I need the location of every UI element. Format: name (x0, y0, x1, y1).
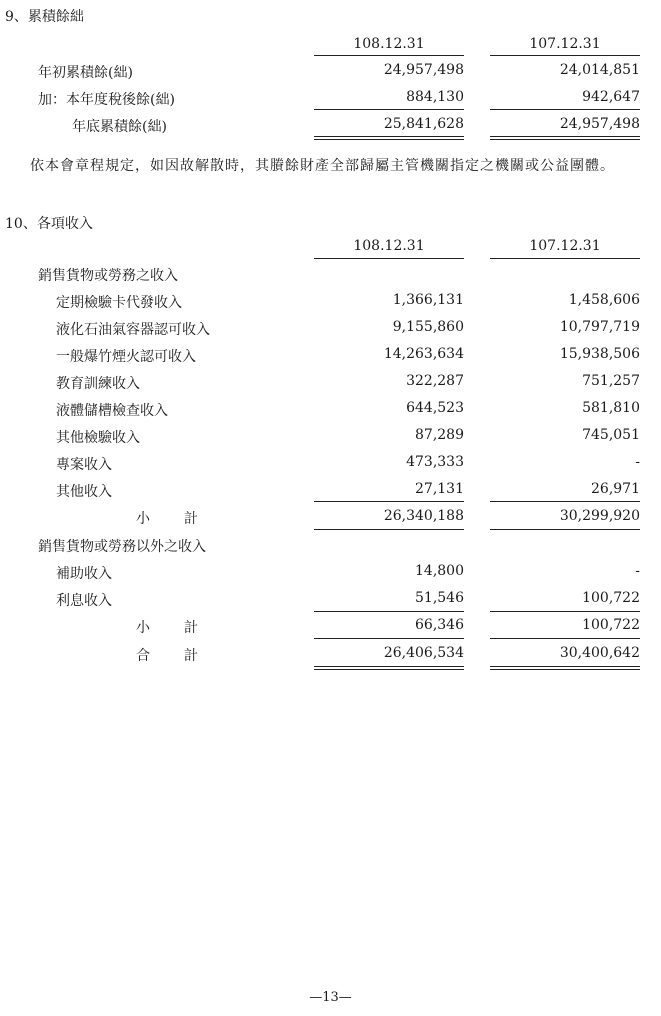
s10-row-label: 液體儲槽檢查收入 (56, 403, 168, 419)
s10-subtotal1-rule-col2 (490, 501, 640, 502)
s9-row-label: 年初累積餘(絀) (38, 65, 133, 81)
s10-row-value: 644,523 (406, 400, 464, 416)
s10-row-value: 751,257 (582, 373, 640, 389)
s10-row-value: 581,810 (582, 400, 640, 416)
s10-row-value: - (635, 454, 640, 470)
s10-subtotal2-rule-col2 (490, 611, 640, 612)
s10-subtotal1-value: 26,340,188 (383, 508, 464, 524)
page-number: —13— (309, 990, 352, 1005)
section10-title: 10、各項收入 (5, 216, 93, 232)
s10-row-label: 補助收入 (56, 566, 112, 582)
s10-row-label: 利息收入 (56, 593, 112, 609)
s10-row-value: - (635, 563, 640, 579)
s10-row-label: 教育訓練收入 (56, 376, 140, 392)
s9-sum-rule-col1 (314, 109, 464, 110)
s10-row-value: 10,797,719 (559, 319, 640, 335)
s10-group1-label: 銷售貨物或勞務之收入 (38, 268, 178, 284)
s9-header-col2: 107.12.31 (529, 36, 601, 52)
s10-header-col1: 108.12.31 (353, 238, 425, 254)
s10-subtotal1-label: 小計 (136, 511, 232, 527)
s10-subtotal2-rule-col1 (314, 611, 464, 612)
s10-row-value: 51,546 (415, 590, 464, 606)
s9-note-paragraph: 依本會章程規定，如因故解散時，其賸餘財產全部歸屬主管機關指定之機關或公益團體。 (30, 158, 615, 174)
s10-row-value: 26,971 (591, 481, 640, 497)
s10-header-rule-col2 (490, 258, 640, 259)
s9-header-rule-col2 (490, 55, 640, 56)
s10-row-value: 14,800 (415, 563, 464, 579)
s10-row-label: 專案收入 (56, 457, 112, 473)
s10-row-label: 液化石油氣容器認可收入 (56, 322, 210, 338)
s10-total-label: 合計 (136, 648, 232, 664)
s10-row-value: 100,722 (582, 590, 640, 606)
s10-row-value: 27,131 (415, 481, 464, 497)
s10-total-rule-col1 (314, 638, 464, 639)
s10-header-rule-col1 (314, 258, 464, 259)
s9-total-double-rule-col2 (490, 136, 640, 140)
s9-row-value: 25,841,628 (383, 116, 464, 132)
s10-subtotal2-value: 66,346 (415, 617, 464, 633)
s9-sum-rule-col2 (490, 109, 640, 110)
s10-row-value: 322,287 (406, 373, 464, 389)
s9-header-rule-col1 (314, 55, 464, 56)
s10-row-value: 14,263,634 (383, 346, 464, 362)
s10-row-label: 其他收入 (56, 484, 112, 500)
s10-row-value: 1,366,131 (392, 292, 464, 308)
s9-row-label: 年底累積餘(絀) (72, 119, 167, 135)
s10-row-value: 1,458,606 (568, 292, 640, 308)
s10-row-label: 定期檢驗卡代發收入 (56, 295, 182, 311)
s10-subtotal1-rule-col1 (314, 501, 464, 502)
s10-subtotal1-under-rule-col1 (314, 529, 464, 530)
s10-total-value: 30,400,642 (559, 645, 640, 661)
s9-row-value: 24,014,851 (559, 62, 640, 78)
s9-row-label: 加：本年度稅後餘(絀) (38, 92, 175, 108)
s9-row-value: 24,957,498 (383, 62, 464, 78)
s10-subtotal2-label: 小計 (136, 620, 232, 636)
s10-total-rule-col2 (490, 638, 640, 639)
s10-row-value: 9,155,860 (392, 319, 464, 335)
section9-title: 9、累積餘絀 (5, 9, 84, 25)
s10-subtotal1-value: 30,299,920 (559, 508, 640, 524)
s10-subtotal1-under-rule-col2 (490, 529, 640, 530)
s9-row-value: 24,957,498 (559, 116, 640, 132)
s10-row-value: 87,289 (415, 427, 464, 443)
s10-header-col2: 107.12.31 (529, 238, 601, 254)
s9-header-col1: 108.12.31 (353, 36, 425, 52)
s9-total-double-rule-col1 (314, 136, 464, 140)
s10-row-value: 745,051 (582, 427, 640, 443)
s10-row-value: 15,938,506 (559, 346, 640, 362)
s10-row-value: 473,333 (406, 454, 464, 470)
s9-row-value: 884,130 (406, 89, 464, 105)
s10-subtotal2-value: 100,722 (582, 617, 640, 633)
s9-row-value: 942,647 (582, 89, 640, 105)
s10-row-label: 一般爆竹煙火認可收入 (56, 349, 196, 365)
s10-total-double-rule-col1 (314, 666, 464, 670)
s10-row-label: 其他檢驗收入 (56, 430, 140, 446)
s10-total-value: 26,406,534 (383, 645, 464, 661)
s10-group2-label: 銷售貨物或勞務以外之收入 (38, 539, 206, 555)
s10-total-double-rule-col2 (490, 666, 640, 670)
